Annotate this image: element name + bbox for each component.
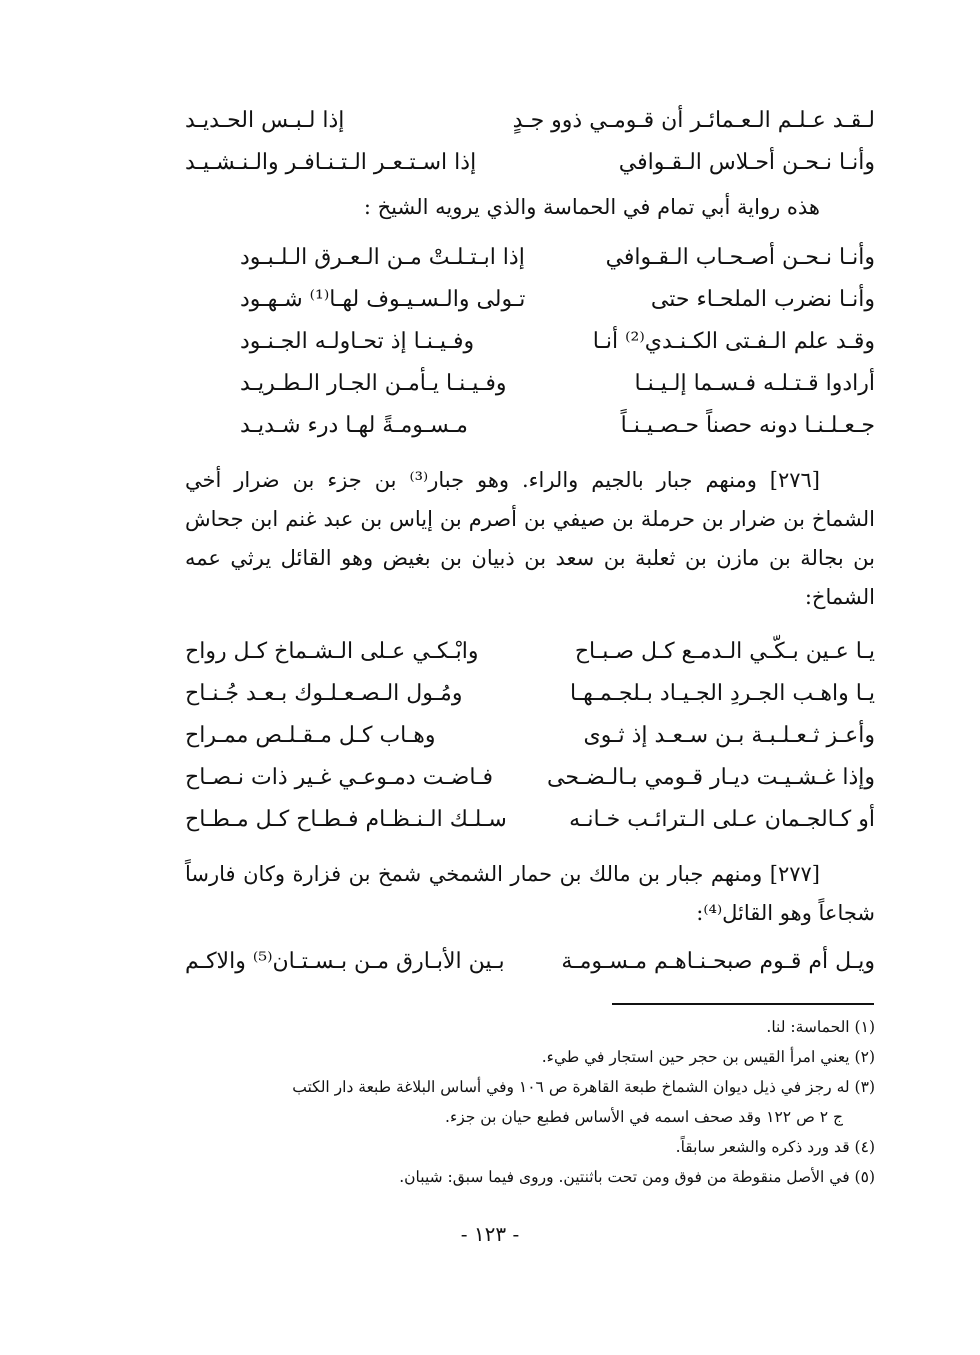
verse-hemistich-first: وأعـز ثـعـلـبـة بـن سـعـد إذ ثـوى [583,723,875,748]
verse-hemistich-second: وفـيـنـا يـأمـن الجـار الـطـريـد [240,371,507,396]
footnote-item [185,1042,875,1072]
verse-hemistich-first: جـعـلـنـا دونه حصناً حـصـيـنـاً [620,413,875,438]
verse-line [240,279,875,321]
verse-line [185,715,875,757]
verse-block-opening [185,100,875,184]
verse-line [240,237,875,279]
footnote-continuation: ج ٢ ص ١٢٢ وقد صحف اسمه في الأساس فطبع حيان بن جزء. [445,1108,843,1126]
footnote-number: (٣) [854,1078,875,1096]
footnote-divider [612,1003,874,1005]
verse-hemistich-first: وقـد علم الـفـتى الكـنـدي⁽²⁾ أنـا [592,329,875,354]
verse-line [185,631,875,673]
verse-block-hamasa [185,237,875,447]
verse-hemistich-second: إذا ابـتـلـتْ مـن الـعـرق الـلـبـود [240,245,525,270]
footnote-item [185,1072,875,1102]
verse-line [185,757,875,799]
footnote-item [185,1012,875,1042]
verse-line [185,673,875,715]
verse-hemistich-first: أرادوا قـتـلـه فـسـما إلـيـنـا [634,371,875,396]
paragraph-277: [٢٧٧] ومنهم جبار بن مالك بن حمار الشمخي شمخ بن فزارة وكان فارساً شجاعاً وهو القائل⁽⁴⁾: [185,862,875,925]
verse-hemistich-first: أو كـالجـمان عـلى الـترائـب خـانـه [569,807,875,832]
verse-line [185,142,875,184]
verse-block-ritha [185,631,875,841]
verse-hemistich-second: تـولى والـسـيـوف لهـا⁽¹⁾ شـهـود [240,287,526,312]
verse-line [240,321,875,363]
footnote-text: في الأصل منقوطة من فوق ومن تحت باثنتين. وروى فيما سبق: شيبان. [399,1168,850,1186]
verse-hemistich-first: يـا واهـب الجـردِ الجـيـاد بـلجـمـهـا [569,681,875,706]
footnote-number: (١) [854,1018,875,1036]
verse-hemistich-first: ويـل أم قـوم صبحـنـاهـم مـسـومـة [561,949,875,974]
verse-hemistich-second: بـين الأبـارق مـن بـسـتـان⁽⁵⁾ والاكـم [185,949,505,974]
footnote-number: (٢) [854,1048,875,1066]
verse-hemistich-first: وأنـا نـحـن أحـلاس الـقـوافي [618,150,875,175]
verse-hemistich-second: ومُـول الـصـعـلـوك بـعـد جُـنـاح [185,681,463,706]
verse-hemistich-first: وإذا غـشـيـت ديـار قـومي بـالـضـحى [547,765,875,790]
page-body [185,100,875,983]
footnote-item [185,1132,875,1162]
footnote-text: يعني امرأ القيس بن حجر حين استجار في طيء. [541,1048,850,1066]
verse-line [240,363,875,405]
verse-hemistich-second: سـلـك الـنـظـام فـطـاح كـل مـطـاح [185,807,507,832]
verse-hemistich-second: فـاضـت دمـوعـي غـير ذات نـصـاح [185,765,494,790]
verse-hemistich-second: إذا لـبـس الحـديـد [185,108,345,133]
footnote-text: الحماسة: لنا. [766,1018,850,1036]
footnote-number: (٤) [854,1138,875,1156]
verse-hemistich-second: مـسـومـةً لهـا درء شـديـد [240,413,468,438]
verse-line [185,799,875,841]
page-number: - ١٢٣ - [460,1222,520,1246]
verse-line [240,405,875,447]
verse-hemistich-first: لـقـد عـلـم الـعـمائـر أن قـومـي ذوو جـدٍ [512,108,875,133]
paragraph-276: [٢٧٦] ومنهم جبار بالجيم والراء. وهو جبار⁽³⁾ بن جزء بن ضرار أخي الشماخ بن ضرار بن حرملة بن صيفي بن أصرم بن إياس بن عبد غنم ابن جحاش بن بجالة بن مازن بن ثعلبة بن سعد بن ذبيان بن بغيض وهو القائل يرثي عمه الشماخ: [185,468,875,609]
footnote-text: قد ورد ذكره والشعر سابقاً. [675,1138,850,1156]
verse-hemistich-second: وفـيـنـا إذ تحـاولـه الجـنـود [240,329,475,354]
footnote-text: له رجز في ذيل ديوان الشماخ طبعة القاهرة ص ١٠٦ وفي أساس البلاغة طبعة دار الكتب [292,1078,850,1096]
verse-line [185,100,875,142]
verse-hemistich-first: وأنـا نـحـن أصـحـاب الـقـوافي [605,245,875,270]
verse-hemistich-second: إذا اسـتـعـر الـتـنـافـر والـنـشـيـد [185,150,477,175]
verse-hemistich-first: وأنـا نضرب الملحـاء حتى [650,287,875,312]
intro-paragraph: هذه رواية أبي تمام في الحماسة والذي يرويه الشيخ : [363,195,820,219]
footnote-number: (٥) [854,1168,875,1186]
verse-hemistich-second: وهـاب كـل مـقـلـص ممـراح [185,723,436,748]
footnote-item [185,1162,875,1192]
verse-hemistich-first: يـا عـين بـكّـي الـدمـع كـل صـبـاح [574,639,875,664]
verse-line-final [185,941,875,983]
verse-hemistich-second: وابْـكـي عـلى الـشـماخ كـل رواح [185,639,479,664]
footnotes [185,1012,875,1192]
